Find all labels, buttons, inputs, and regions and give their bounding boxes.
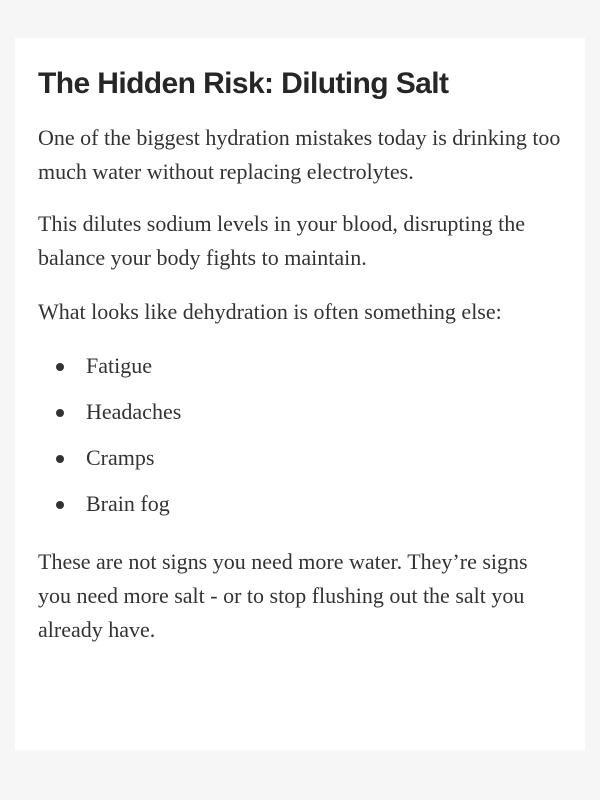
list-item-label: Headaches bbox=[86, 399, 182, 424]
list-item bbox=[38, 441, 563, 487]
bullet-icon bbox=[56, 501, 64, 509]
symptom-list bbox=[38, 349, 563, 533]
paragraph-lead-in: What looks like dehydration is often something else: bbox=[38, 299, 502, 324]
paragraph-sodium: This dilutes sodium levels in your blood, disrupting the balance your body fights to maintain. bbox=[38, 211, 526, 270]
bullet-icon bbox=[56, 363, 64, 371]
bullet-icon bbox=[56, 409, 64, 417]
list-item bbox=[38, 487, 563, 533]
list-item-label: Brain fog bbox=[86, 491, 170, 516]
list-item-label: Fatigue bbox=[86, 353, 152, 378]
list-item bbox=[38, 349, 563, 395]
paragraph-intro: One of the biggest hydration mistakes today is drinking too much water without replacing electrolytes. bbox=[38, 125, 561, 184]
list-item-label: Cramps bbox=[86, 445, 155, 470]
article-heading: The Hidden Risk: Diluting Salt bbox=[38, 67, 449, 100]
article-card bbox=[15, 38, 585, 750]
list-item bbox=[38, 395, 563, 441]
paragraph-conclusion: These are not signs you need more water. They’re signs you need more salt - or to stop flushing out the salt you already have. bbox=[38, 549, 528, 642]
bullet-icon bbox=[56, 455, 64, 463]
